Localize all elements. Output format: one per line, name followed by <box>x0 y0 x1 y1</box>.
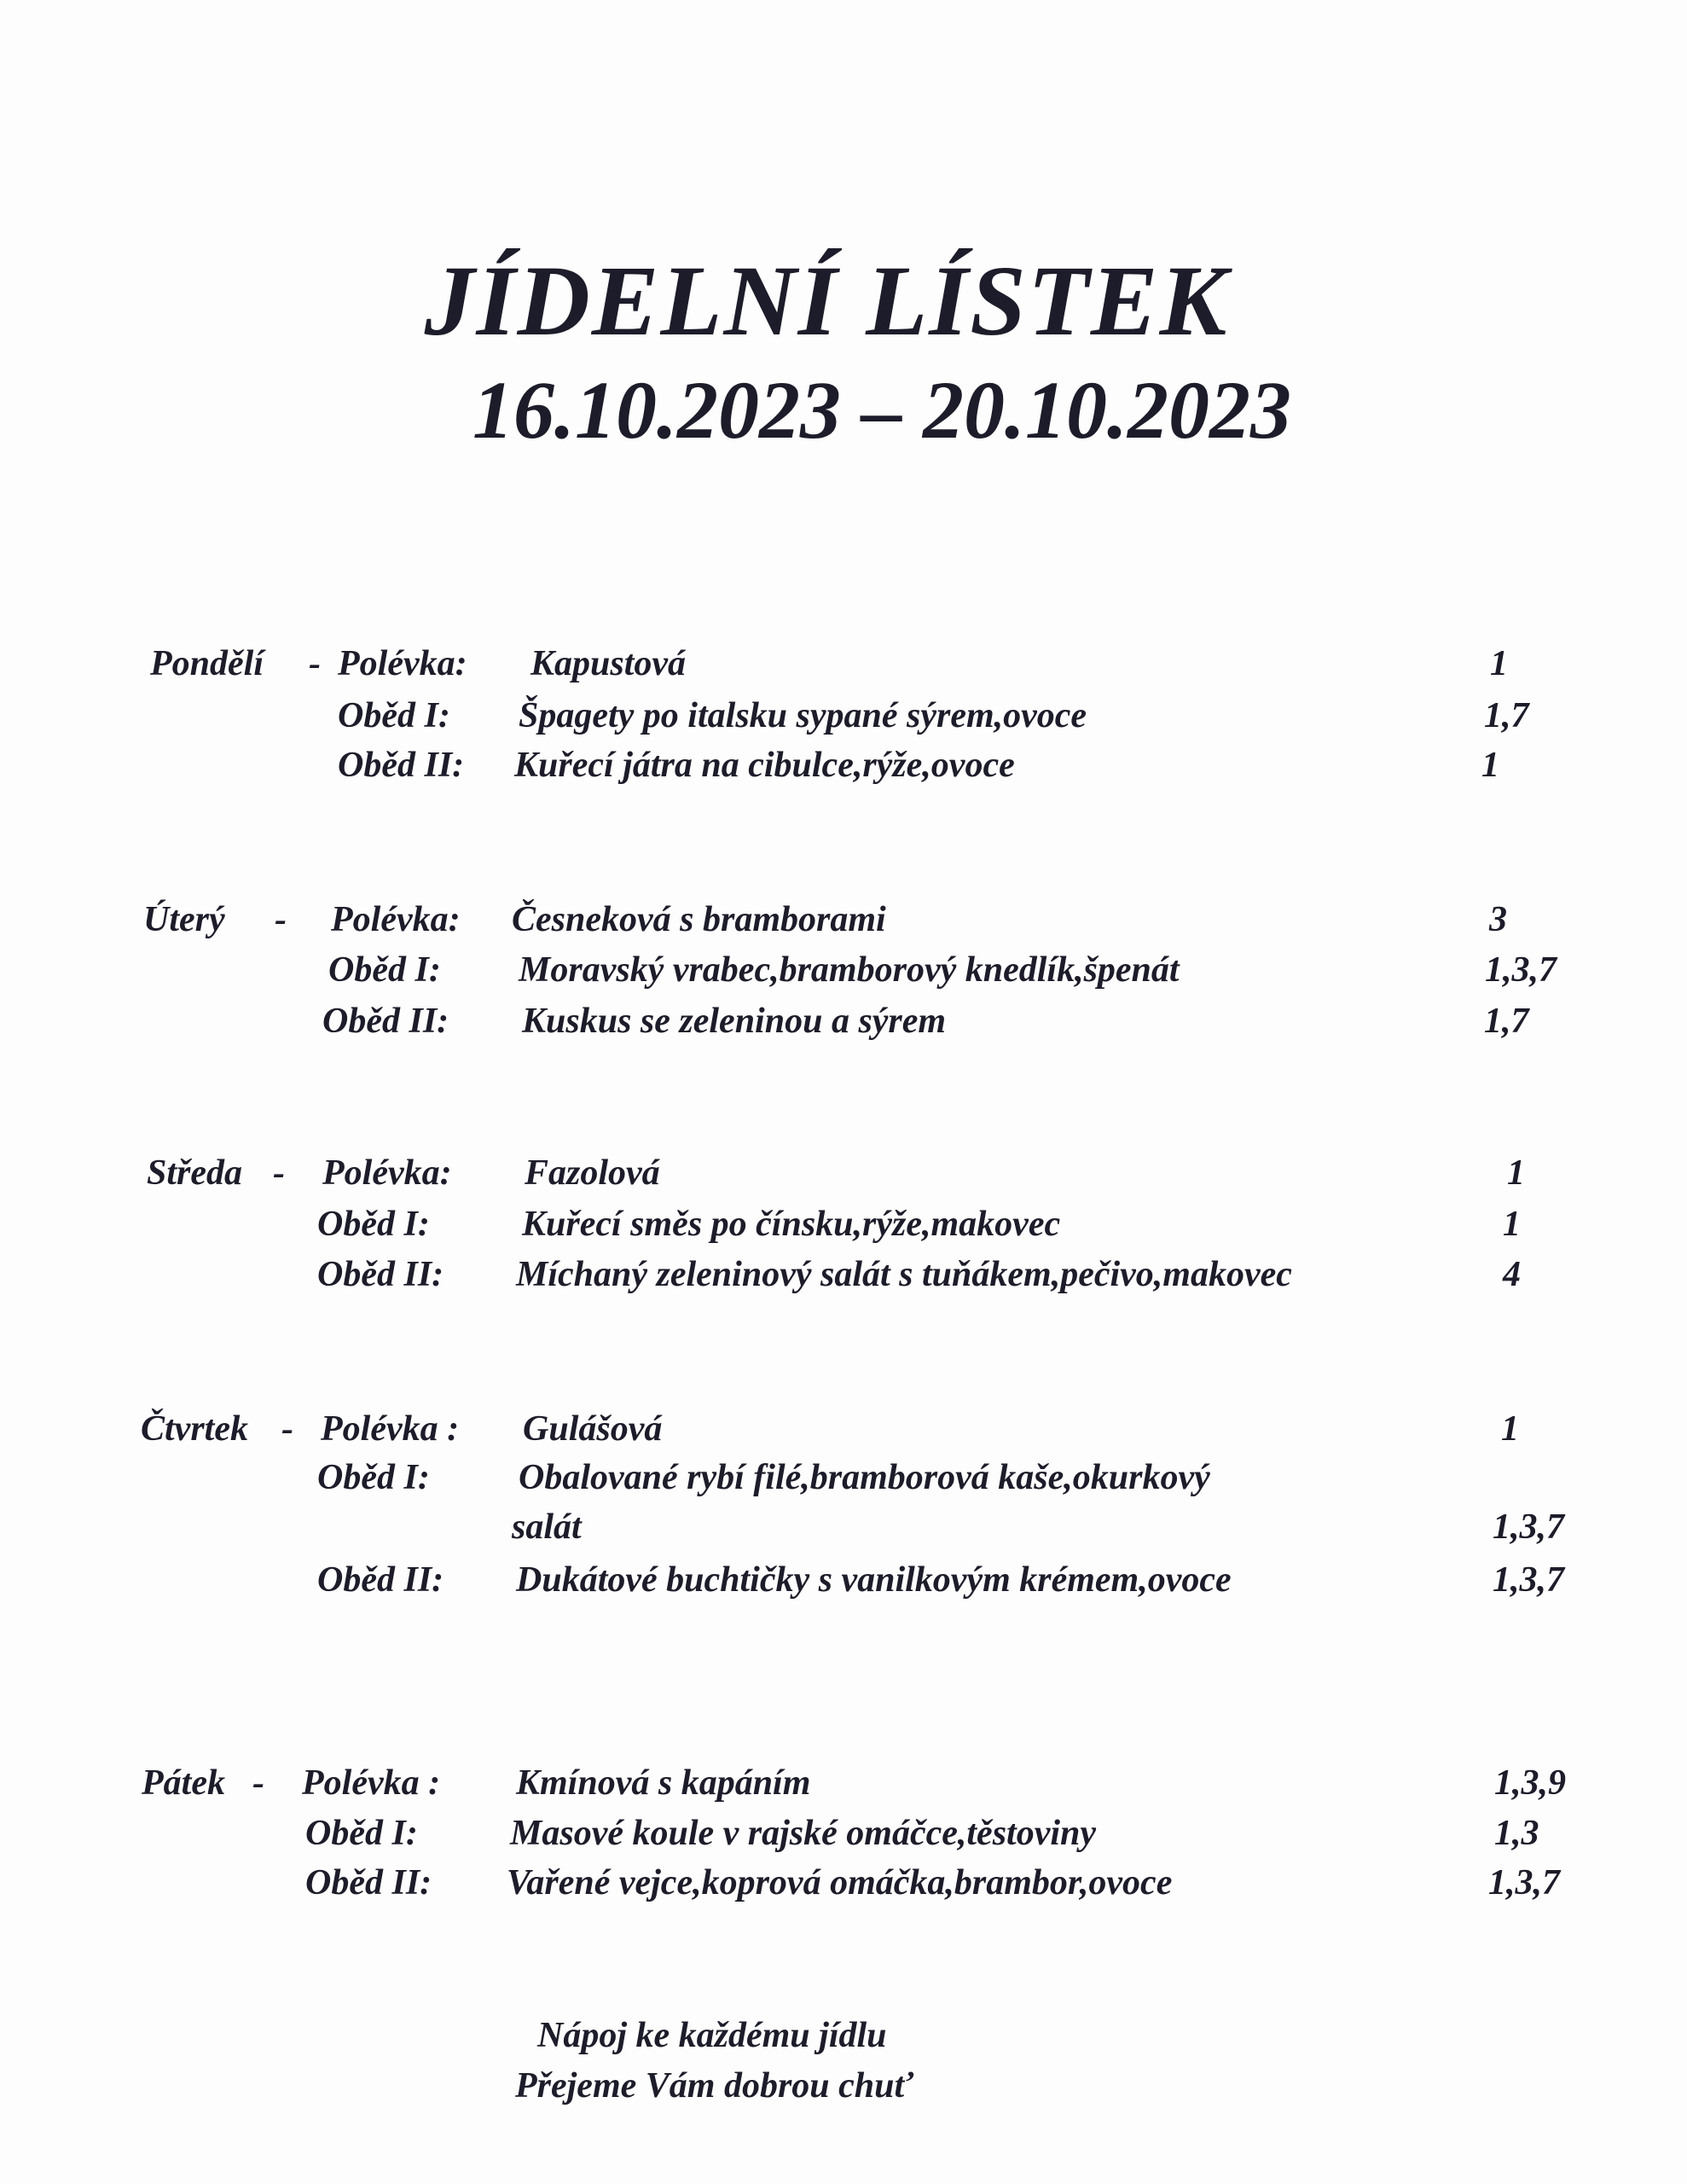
dish-name: Kuřecí játra na cibulce,rýže,ovoce <box>514 746 1015 785</box>
row-label: Polévka: <box>338 644 467 683</box>
row-label: Oběd II: <box>322 1002 449 1041</box>
dish-name: Česneková s bramborami <box>512 900 886 939</box>
dish-name: Míchaný zeleninový salát s tuňákem,pečivo,makovec <box>516 1255 1292 1294</box>
row-label: Oběd I: <box>338 696 450 735</box>
day-name: Úterý <box>143 900 225 939</box>
row-label: Oběd I: <box>317 1458 430 1497</box>
footer-drink-note: Nápoj ke každému jídlu <box>537 2016 887 2055</box>
day-dash: - <box>309 644 321 683</box>
allergen-codes: 1,3,7 <box>1488 1863 1560 1902</box>
dish-name: Kuskus se zeleninou a sýrem <box>522 1002 947 1041</box>
dish-name: Špagety po italsku sypané sýrem,ovoce <box>519 696 1087 735</box>
allergen-codes: 4 <box>1503 1255 1521 1294</box>
allergen-codes: 3 <box>1489 900 1507 939</box>
day-name: Čtvrtek <box>141 1409 248 1449</box>
row-label: Polévka : <box>302 1763 441 1803</box>
row-label: Polévka: <box>331 900 461 939</box>
dish-name: Obalované rybí filé,bramborová kaše,okurkový <box>519 1458 1210 1497</box>
row-label: Oběd II: <box>317 1560 444 1600</box>
dish-name: Gulášová <box>523 1409 663 1449</box>
dish-name: Masové koule v rajské omáčce,těstoviny <box>510 1814 1097 1853</box>
allergen-codes: 1,3,7 <box>1493 1560 1564 1600</box>
allergen-codes: 1 <box>1481 746 1499 785</box>
day-dash: - <box>281 1409 293 1449</box>
allergen-codes: 1 <box>1490 644 1508 683</box>
dish-name: Vařené vejce,koprová omáčka,brambor,ovoce <box>507 1863 1173 1902</box>
allergen-codes: 1,3 <box>1494 1814 1539 1853</box>
page-title: JÍDELNÍ LÍSTEK <box>424 245 1229 357</box>
allergen-codes: 1 <box>1507 1153 1525 1193</box>
row-label: Polévka: <box>322 1153 452 1193</box>
row-label: Oběd I: <box>328 950 441 990</box>
day-dash: - <box>273 1153 285 1193</box>
allergen-codes: 1,3,9 <box>1494 1763 1566 1803</box>
dish-name: Kuřecí směs po čínsku,rýže,makovec <box>522 1205 1061 1244</box>
dish-name: Moravský vrabec,bramborový knedlík,špenát <box>519 950 1180 990</box>
day-name: Středa <box>147 1153 243 1193</box>
allergen-codes: 1 <box>1501 1409 1519 1449</box>
allergen-codes: 1,3,7 <box>1485 950 1557 990</box>
row-label: Polévka : <box>321 1409 460 1449</box>
row-label: Oběd II: <box>317 1255 444 1294</box>
row-label: Oběd I: <box>317 1205 430 1244</box>
dish-name: Kapustová <box>530 644 687 683</box>
row-label: Oběd II: <box>305 1863 432 1902</box>
day-name: Pátek <box>142 1763 225 1803</box>
dish-name-continued: salát <box>512 1507 582 1547</box>
day-dash: - <box>252 1763 264 1803</box>
dish-name: Dukátové buchtičky s vanilkovým krémem,ovoce <box>516 1560 1232 1600</box>
allergen-codes: 1,7 <box>1484 696 1529 735</box>
date-range: 16.10.2023 – 20.10.2023 <box>472 364 1291 456</box>
dish-name: Kmínová s kapáním <box>516 1763 811 1803</box>
day-dash: - <box>275 900 287 939</box>
allergen-codes: 1 <box>1503 1205 1521 1244</box>
dish-name: Fazolová <box>525 1153 660 1193</box>
day-name: Pondělí <box>150 644 264 683</box>
footer-greeting: Přejeme Vám dobrou chuť <box>515 2066 913 2106</box>
row-label: Oběd II: <box>338 746 465 785</box>
allergen-codes: 1,3,7 <box>1493 1507 1564 1547</box>
allergen-codes: 1,7 <box>1484 1002 1529 1041</box>
row-label: Oběd I: <box>305 1814 418 1853</box>
